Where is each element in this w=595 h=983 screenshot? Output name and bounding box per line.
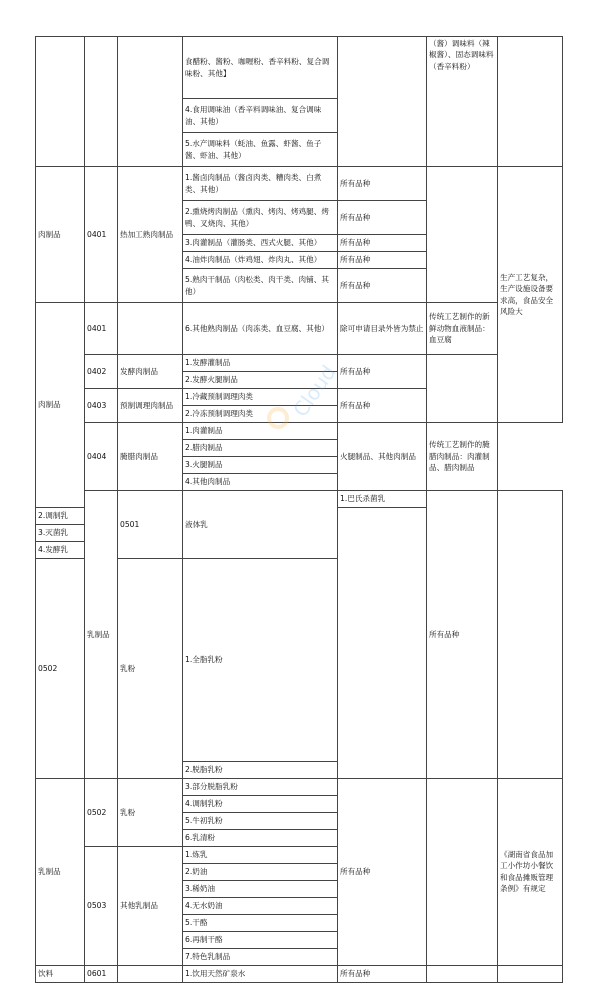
name-cell — [118, 965, 183, 982]
table-row — [36, 491, 563, 508]
table-row — [36, 355, 563, 372]
watermark-text: Cloud — [288, 360, 341, 422]
exclusion-cell — [498, 491, 563, 779]
name-cell — [118, 303, 183, 355]
scope-cell: 所有品种 — [338, 389, 427, 423]
item-cell: 3.肉灌制品（灌肠类、西式火腿、其他） — [183, 235, 338, 252]
item-cell: 3.火腿制品 — [183, 457, 338, 474]
table-row — [36, 423, 563, 440]
item-cell: 2.脱脂乳粉 — [183, 761, 338, 778]
scope-cell — [338, 37, 427, 167]
exclusion-cell — [427, 355, 498, 423]
scope-cell: 所有品种 — [338, 252, 427, 269]
scope-cell: 所有品种 — [338, 235, 427, 252]
exclusion-cell — [427, 965, 498, 982]
item-cell: 5.熟肉干制品（肉松类、肉干类、肉铺、其他） — [183, 269, 338, 303]
item-cell: 4.食用调味油（香辛料调味油、复合调味油、其他） — [183, 99, 338, 133]
scope-cell: 所有品种 — [338, 167, 427, 201]
item-cell: 2.熏烧烤肉制品（熏肉、烤肉、烤鸡腿、烤鸭、叉烧肉、其他） — [183, 201, 338, 235]
exclusion-cell: 传统工艺制作的新鲜动物血液制品：血豆腐 — [427, 303, 498, 355]
item-cell: 2.奶油 — [183, 863, 338, 880]
category-cell: 乳制品 — [85, 491, 118, 779]
code-cell: 0401 — [85, 303, 118, 355]
code-cell: 0502 — [85, 778, 118, 846]
code-cell: 0404 — [85, 423, 118, 491]
code-cell: 0401 — [85, 167, 118, 303]
item-cell: 2.腊肉制品 — [183, 440, 338, 457]
item-cell: 5.牛初乳粉 — [183, 812, 338, 829]
code-cell: 0402 — [85, 355, 118, 389]
scope-cell: 火腿制品、其他肉制品 — [338, 423, 427, 491]
code-cell — [85, 37, 118, 167]
scope-cell: 所有品种 — [427, 491, 498, 779]
item-cell: 食醋粉、酱粉、咖喱粉、香辛料粉、复合调味粉、其他】 — [183, 37, 338, 99]
name-cell: 其他乳制品 — [118, 846, 183, 965]
exclusion-cell — [427, 167, 498, 303]
table-row — [36, 965, 563, 982]
name-cell: 预制调理肉制品 — [118, 389, 183, 423]
table-row — [36, 37, 563, 99]
exclusion-cell: （酱）调味料（辣椒酱）、固态调味料（香辛料粉） — [427, 37, 498, 167]
item-cell: 5.干酪 — [183, 914, 338, 931]
category-cell: 肉制品 — [36, 303, 85, 508]
name-cell — [118, 37, 183, 167]
note-cell — [498, 37, 563, 167]
scope-cell: 所有品种 — [338, 201, 427, 235]
code-cell: 0502 — [36, 559, 85, 779]
item-cell: 6.再制干酪 — [183, 931, 338, 948]
category-cell: 乳制品 — [36, 778, 85, 965]
item-cell: 5.水产调味料（蚝油、鱼露、虾酱、鱼子酱、虾油、其他） — [183, 133, 338, 167]
item-cell: 7.特色乳制品 — [183, 948, 338, 965]
item-cell: 2.冷冻预制调理肉类 — [183, 406, 338, 423]
item-cell: 3.稀奶油 — [183, 880, 338, 897]
code-cell: 0601 — [85, 965, 118, 982]
category-cell: 饮料 — [36, 965, 85, 982]
item-cell: 1.饮用天然矿泉水 — [183, 965, 338, 982]
table-row — [36, 303, 563, 355]
item-cell: 2.调制乳 — [36, 508, 85, 525]
note-cell — [498, 965, 563, 982]
scope-cell: 所有品种 — [338, 269, 427, 303]
item-cell: 1.发酵灌制品 — [183, 355, 338, 372]
name-cell: 热加工熟肉制品 — [118, 167, 183, 303]
item-cell: 3.部分脱脂乳粉 — [183, 778, 338, 795]
scope-cell: 所有品种 — [338, 778, 427, 965]
item-cell: 1.全脂乳粉 — [183, 559, 338, 762]
exclusion-cell: 传统工艺制作的腌腊肉制品：肉灌制品、腊肉制品 — [427, 423, 498, 491]
name-cell: 液体乳 — [183, 491, 338, 559]
item-cell: 1.肉灌制品 — [183, 423, 338, 440]
item-cell: 4.油炸肉制品（炸鸡翅、炸肉丸、其他） — [183, 252, 338, 269]
item-cell: 4.其他肉制品 — [183, 474, 338, 491]
code-cell: 0403 — [85, 389, 118, 423]
exclusion-cell — [427, 778, 498, 965]
item-cell: 1.炼乳 — [183, 846, 338, 863]
item-cell: 6.乳清粉 — [183, 829, 338, 846]
note-cell: 《湖南省食品加工小作坊小餐饮和食品摊贩管理条例》有规定 — [498, 778, 563, 965]
table-row — [36, 778, 563, 795]
item-cell: 4.发酵乳 — [36, 542, 85, 559]
note-cell: 生产工艺复杂，生产设施设备要求高，食品安全风险大 — [498, 167, 563, 423]
name-cell: 乳粉 — [118, 559, 183, 779]
item-cell: 2.发酵火腿制品 — [183, 372, 338, 389]
item-cell: 1.冷藏预制调理肉类 — [183, 389, 338, 406]
scope-cell: 所有品种 — [338, 355, 427, 389]
table-row — [36, 167, 563, 201]
code-cell: 0501 — [118, 491, 183, 559]
item-cell: 3.灭菌乳 — [36, 525, 85, 542]
name-cell: 乳粉 — [118, 778, 183, 846]
scope-cell: 除可申请目录外皆为禁止 — [338, 303, 427, 355]
item-cell: 4.无水奶油 — [183, 897, 338, 914]
item-cell: 1.酱卤肉制品（酱卤肉类、糟肉类、白煮类、其他） — [183, 167, 338, 201]
category-cell: 肉制品 — [36, 167, 85, 303]
category-cell — [36, 37, 85, 167]
item-cell: 6.其他熟肉制品（肉冻类、血豆腐、其他） — [183, 303, 338, 355]
name-cell: 腌腊肉制品 — [118, 423, 183, 491]
scope-cell: 所有品种 — [338, 965, 427, 982]
name-cell: 发酵肉制品 — [118, 355, 183, 389]
item-cell: 1.巴氏杀菌乳 — [338, 491, 427, 508]
code-cell: 0503 — [85, 846, 118, 965]
item-cell: 4.调制乳粉 — [183, 795, 338, 812]
